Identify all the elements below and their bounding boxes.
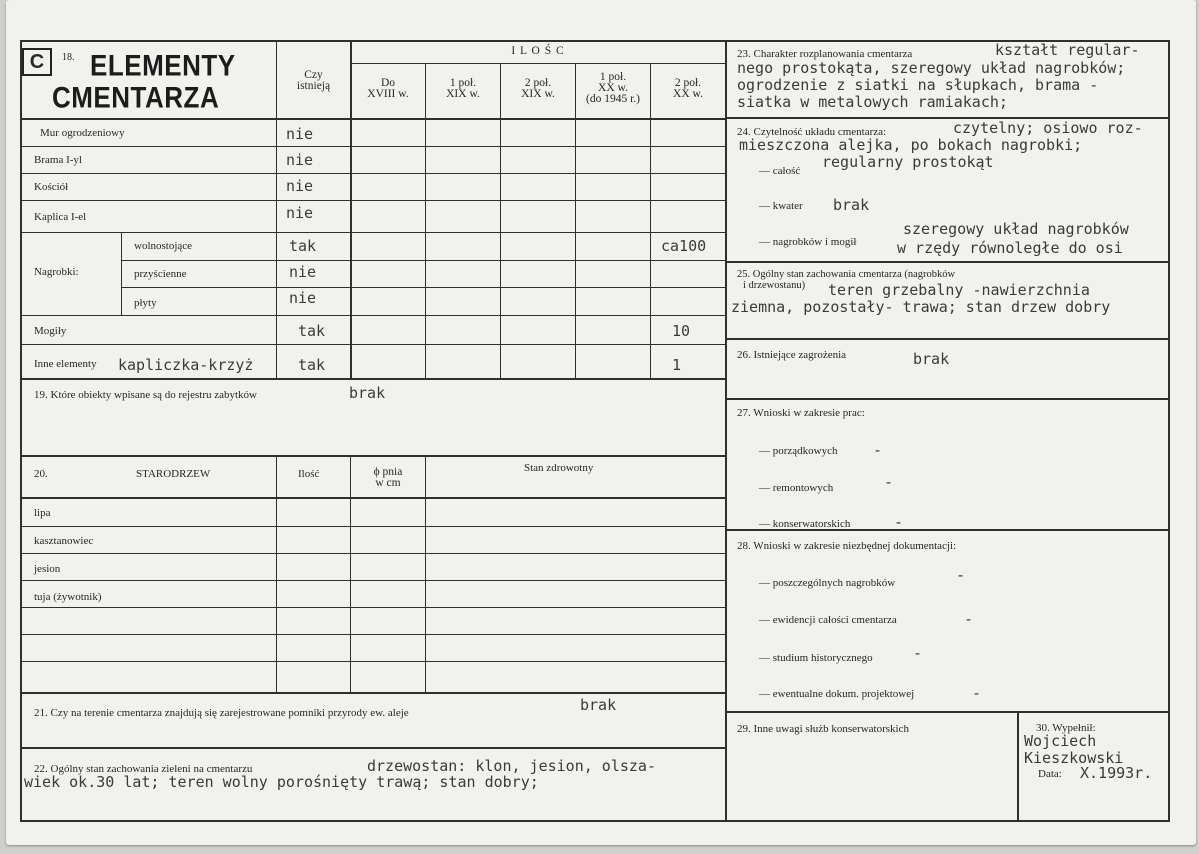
- period-header-l2: XX w.: [598, 82, 628, 94]
- s19-label: 19. Które obiekty wpisane są do rejestru zabytków: [34, 389, 257, 401]
- period-header: [351, 78, 425, 100]
- form-title-line1: ELEMENTY: [90, 47, 236, 83]
- s27-item-konserwatorskie: — konserwatorskich: [759, 518, 851, 530]
- rule: [727, 398, 1168, 400]
- rule: [20, 146, 725, 147]
- exists-header-l2: istnieją: [296, 80, 331, 92]
- s19-value: brak: [349, 384, 386, 402]
- rule: [425, 63, 426, 378]
- s27-dash: -: [873, 441, 883, 459]
- s27-dash: -: [884, 473, 894, 491]
- s20-col-diameter-l1: ϕ pnia: [373, 466, 403, 478]
- s29-label: 29. Inne uwagi służb konserwatorskich: [737, 723, 909, 735]
- rule: [575, 63, 576, 378]
- row-label-wolnostojace: wolnostojące: [134, 240, 193, 252]
- s30-label: 30. Wypełnił:: [1036, 722, 1096, 734]
- s23-value-line2: nego prostokąta, szeregowy układ nagrobków;: [737, 59, 1126, 77]
- value-inne-exists: tak: [298, 356, 326, 374]
- rule: [20, 344, 725, 345]
- cemetery-record-card: [6, 0, 1196, 845]
- period-header-l2: XX w.: [673, 88, 703, 100]
- rule: [650, 63, 651, 378]
- rule: [20, 820, 1170, 822]
- s22-value-line1: drzewostan: klon, jesion, olsza-: [367, 757, 656, 775]
- exists-header-l1: Czy: [304, 69, 323, 81]
- row-label-nagrobki: Nagrobki:: [34, 266, 79, 278]
- s24-nagrobkow-value1: szeregowy układ nagrobków: [903, 220, 1129, 238]
- value-wolnostojace-count: ca100: [661, 237, 707, 255]
- value-inne-count: 1: [672, 356, 682, 374]
- s28-item-studium: — studium historycznego: [759, 652, 873, 664]
- s23-value-line3: ogrodzenie z siatki na słupkach, brama -: [737, 76, 1099, 94]
- value-plyty-exists: nie: [289, 289, 317, 307]
- row-label-przyscienne: przyścienne: [134, 268, 187, 280]
- s20-col-diameter-l2: w cm: [375, 477, 401, 489]
- rule: [20, 455, 725, 457]
- s25-value-line1: teren grzebalny -nawierzchnia: [828, 281, 1090, 299]
- s28-item-nagrobki: — poszczególnych nagrobków: [759, 577, 896, 589]
- section-letter-box: [22, 48, 52, 76]
- rule: [20, 607, 725, 608]
- s25-label-l2: i drzewostanu): [743, 280, 806, 291]
- value-inne-name: kapliczka-krzyż: [118, 356, 254, 374]
- rule: [20, 232, 725, 233]
- s27-item-porzadkowe: — porządkowych: [759, 445, 838, 457]
- s24-calosc-value: regularny prostokąt: [822, 153, 994, 171]
- rule: [20, 661, 725, 662]
- rule: [20, 497, 725, 499]
- s30-name-last: Kieszkowski: [1024, 749, 1124, 767]
- s26-value: brak: [913, 350, 950, 368]
- value-wolnostojace-exists: tak: [289, 237, 317, 255]
- s26-label: 26. Istniejące zagrożenia: [737, 349, 847, 361]
- period-header-l2: XIX w.: [521, 88, 555, 100]
- rule: [727, 261, 1168, 263]
- s27-item-remontowe: — remontowych: [759, 482, 834, 494]
- tree-name: kasztanowiec: [34, 535, 94, 547]
- s24-nagrobkow-value2: w rzędy równoległe do osi: [897, 239, 1123, 257]
- s23-value-line4: siatka w metalowych ramiakach;: [737, 93, 1008, 111]
- s28-dash: -: [964, 610, 974, 628]
- period-header-l1: 2 poł.: [674, 77, 702, 89]
- s23-label: 23. Charakter rozplanowania cmentarza: [737, 48, 913, 60]
- rule: [727, 711, 1168, 713]
- rule: [20, 40, 730, 42]
- rule: [20, 580, 725, 581]
- exists-header: [277, 70, 350, 92]
- s24-value-line2: mieszczona alejka, po bokach nagrobki;: [739, 136, 1083, 154]
- rule: [20, 118, 725, 120]
- rule: [20, 747, 725, 749]
- row-label-plyty: płyty: [134, 297, 157, 309]
- value-kaplica-exists: nie: [286, 204, 314, 222]
- period-header-l1: Do: [380, 77, 396, 89]
- rule: [727, 338, 1168, 340]
- rule: [20, 173, 725, 174]
- rule: [20, 553, 725, 554]
- rule: [1168, 40, 1170, 821]
- value-mogily-count: 10: [672, 322, 691, 340]
- period-header: [501, 78, 575, 100]
- s28-dash: -: [972, 684, 982, 702]
- rule: [20, 692, 725, 694]
- s28-dash: -: [913, 644, 923, 662]
- tree-name: tuja (żywotnik): [34, 591, 102, 603]
- s24-label: 24. Czytelność układu cmentarza:: [737, 126, 887, 138]
- row-label-mur: Mur ogrodzeniowy: [40, 127, 125, 139]
- value-mur-exists: nie: [286, 125, 314, 143]
- row-label-inne: Inne elementy: [34, 358, 97, 370]
- s30-date-label: Data:: [1038, 768, 1062, 780]
- s24-calosc-label: — całość: [759, 165, 801, 177]
- s20-number: 20.: [34, 468, 48, 480]
- rule: [121, 232, 122, 315]
- period-header: [576, 72, 650, 105]
- rule: [121, 260, 725, 261]
- s21-value: brak: [580, 696, 617, 714]
- s27-dash: -: [894, 513, 904, 531]
- s30-name-first: Wojciech: [1024, 732, 1097, 750]
- s28-item-projekt: — ewentualne dokum. projektowej: [759, 688, 915, 700]
- rule: [1017, 711, 1019, 821]
- row-label-brama: Brama I-yl: [34, 154, 82, 166]
- rule: [350, 455, 351, 692]
- rule: [121, 287, 725, 288]
- s24-kwater-value: brak: [833, 196, 870, 214]
- s24-value-line1: czytelny; osiowo roz-: [953, 119, 1143, 137]
- value-kosciol-exists: nie: [286, 177, 314, 195]
- quantity-header: I L O Ś C: [511, 45, 565, 57]
- rule: [276, 455, 277, 692]
- rule: [20, 634, 725, 635]
- tree-name: jesion: [34, 563, 61, 575]
- row-label-kosciol: Kościół: [34, 181, 69, 193]
- rule: [20, 40, 22, 820]
- value-mogily-exists: tak: [298, 322, 326, 340]
- period-header: [426, 78, 500, 100]
- period-header-l2: XIX w.: [446, 88, 480, 100]
- value-przyscienne-exists: nie: [289, 263, 317, 281]
- row-label-kaplica: Kaplica I-el: [34, 211, 87, 223]
- s24-kwater-label: — kwater: [759, 200, 803, 212]
- period-header-l1: 1 poł.: [599, 71, 627, 83]
- rule: [500, 63, 501, 378]
- rule: [20, 378, 725, 380]
- s23-value-line1: kształt regular-: [995, 41, 1140, 59]
- s20-title: STARODRZEW: [136, 468, 211, 480]
- rule: [20, 315, 725, 316]
- s21-label: 21. Czy na terenie cmentarza znajdują się zarejestrowane pomniki przyrody ew. aleje: [34, 707, 409, 719]
- s25-label-l1: 25. Ogólny stan zachowania cmentarza (nagrobków: [737, 269, 956, 280]
- period-header-l1: 1 poł.: [449, 77, 477, 89]
- s28-label: 28. Wnioski w zakresie niezbędnej dokumentacji:: [737, 540, 957, 552]
- period-header: [651, 78, 725, 100]
- s20-col-count: Ilość: [298, 468, 320, 480]
- s28-dash: -: [956, 566, 966, 584]
- s28-item-ewidencja: — ewidencji całości cmentarza: [759, 614, 897, 626]
- period-header-l2: XVIII w.: [367, 88, 409, 100]
- section-number: 18.: [62, 52, 75, 63]
- rule: [725, 40, 727, 821]
- s22-value-line2: wiek ok.30 lat; teren wolny porośnięty trawą; stan dobry;: [24, 773, 539, 791]
- section-letter: C: [29, 51, 45, 73]
- s20-col-health: Stan zdrowotny: [524, 462, 594, 474]
- s20-col-diameter: [351, 467, 425, 489]
- rule: [425, 455, 426, 692]
- rule: [20, 526, 725, 527]
- s27-label: 27. Wnioski w zakresie prac:: [737, 407, 865, 419]
- value-brama-exists: nie: [286, 151, 314, 169]
- period-header-l3: (do 1945 r.): [586, 93, 640, 105]
- form-title-line2: CMENTARZA: [52, 79, 220, 115]
- s24-nagrobkow-label: — nagrobków i mogił: [759, 236, 857, 248]
- period-header-l1: 2 poł.: [524, 77, 552, 89]
- s25-value-line2: ziemna, pozostały- trawa; stan drzew dobry: [731, 298, 1111, 316]
- tree-name: lipa: [34, 507, 51, 519]
- rule: [20, 200, 725, 201]
- s22-label: 22. Ogólny stan zachowania zieleni na cmentarzu: [34, 763, 253, 775]
- row-label-mogily: Mogiły: [34, 325, 67, 337]
- s30-date-value: X.1993r.: [1080, 764, 1153, 782]
- rule: [350, 63, 725, 64]
